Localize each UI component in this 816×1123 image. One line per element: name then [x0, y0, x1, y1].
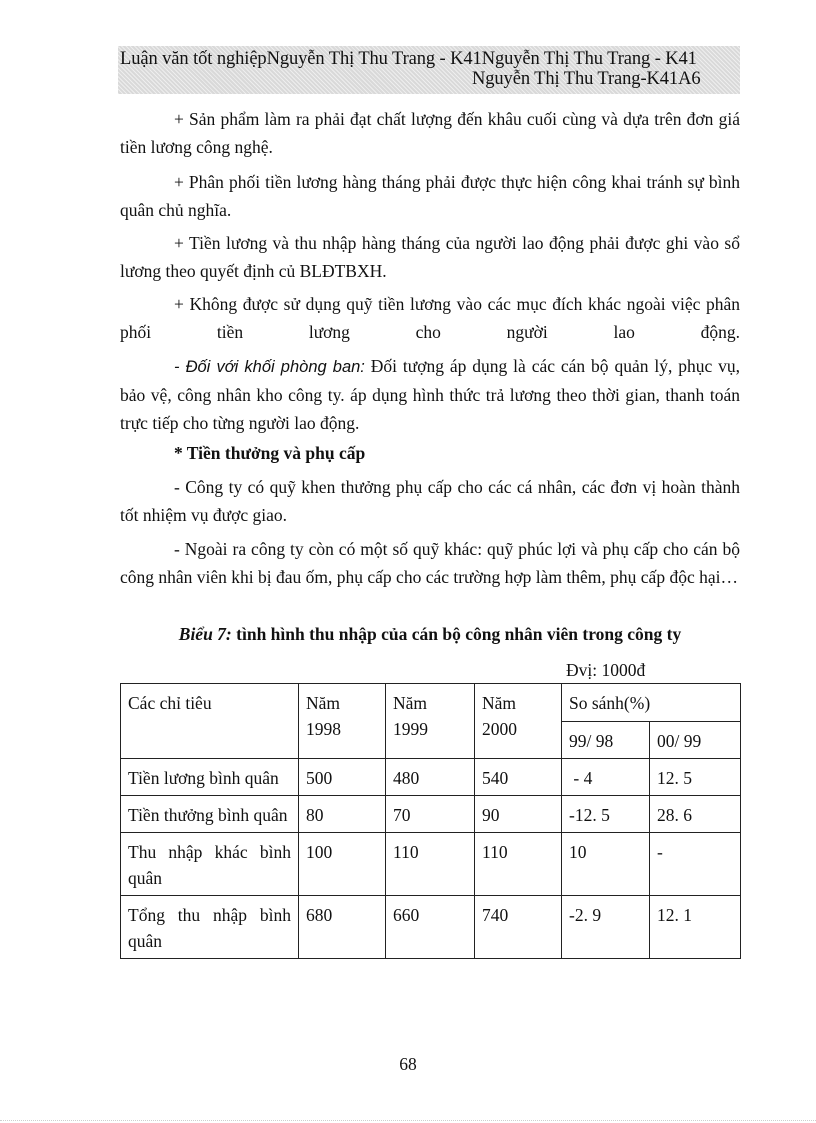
cell-1999: 110 — [386, 833, 475, 896]
row-label: Tiền thưởng bình quân — [121, 796, 299, 833]
header-cell-compare-0099: 00/ 99 — [650, 721, 741, 759]
paragraph-fund-usage: + Không được sử dụng quỹ tiền lương vào các mục đích khác ngoài việc phân phối tiền lương cho người lao động. — [120, 294, 740, 342]
cell-compare-0099: - — [650, 833, 741, 896]
page-number: 68 — [399, 1054, 417, 1074]
row-label: Tiền lương bình quân — [121, 759, 299, 796]
cell-1998: 80 — [299, 796, 386, 833]
paragraph-bonus-fund: - Công ty có quỹ khen thưởng phụ cấp cho các cá nhân, các đơn vị hoàn thành tốt nhiệm vụ được giao. — [120, 477, 740, 525]
paragraph-office-staff: - Đối với khối phòng ban: Đối tượng áp dụng là các cán bộ quản lý, phục vụ, bảo vệ, công nhân kho công ty. áp dụng hình thức trả lương theo thời gian, thanh toán trực tiếp cho từng người lao động. — [120, 356, 740, 433]
cell-compare-0099: 12. 1 — [650, 896, 741, 959]
cell-1998: 100 — [299, 833, 386, 896]
income-table — [120, 683, 741, 959]
paragraph-monthly-distribution: + Phân phối tiền lương hàng tháng phải được thực hiện công khai tránh sự bình quân chủ nghĩa. — [120, 172, 740, 220]
cell-2000: 90 — [475, 796, 562, 833]
office-staff-lead: - Đối với khối phòng ban: — [174, 358, 365, 376]
cell-2000: 540 — [475, 759, 562, 796]
cell-1999: 660 — [386, 896, 475, 959]
cell-compare-9998: - 4 — [562, 759, 650, 796]
cell-compare-0099: 28. 6 — [650, 796, 741, 833]
paragraph-salary-book: + Tiền lương và thu nhập hàng tháng của người lao động phải được ghi vào sổ lương theo quyết định củ BLĐTBXH. — [120, 233, 740, 281]
table-row — [121, 796, 741, 833]
section-heading-bonus: * Tiền thưởng và phụ cấp — [174, 443, 366, 463]
header-cell-year: Năm 2000 — [475, 684, 562, 759]
cell-compare-9998: -12. 5 — [562, 796, 650, 833]
table-caption: Biểu 7: tình hình thu nhập của cán bộ công nhân viên trong công ty — [178, 624, 682, 644]
header-cell-year: Năm 1999 — [386, 684, 475, 759]
cell-1999: 70 — [386, 796, 475, 833]
table-row — [121, 833, 741, 896]
table-caption-lead: Biểu 7: — [178, 624, 232, 644]
cell-compare-0099: 12. 5 — [650, 759, 741, 796]
header-cell-year: Năm 1998 — [299, 684, 386, 759]
cell-1998: 500 — [299, 759, 386, 796]
header-cell-compare: So sánh(%) — [562, 684, 741, 722]
cell-2000: 740 — [475, 896, 562, 959]
paragraph-other-funds: - Ngoài ra công ty còn có một số quỹ khác: quỹ phúc lợi và phụ cấp cho cán bộ công nhân viên khi bị đau ốm, phụ cấp cho các trường hợp làm thêm, phụ cấp độc hại… — [120, 539, 740, 587]
row-label: Tổng thu nhập bình quân — [121, 896, 299, 959]
cell-compare-9998: -2. 9 — [562, 896, 650, 959]
table-row — [121, 896, 741, 959]
table-row — [121, 759, 741, 796]
row-label: Thu nhập khác bình quân — [121, 833, 299, 896]
header-cell-compare-9998: 99/ 98 — [562, 721, 650, 759]
header-cell-indicators: Các chỉ tiêu — [121, 684, 299, 759]
cell-1998: 680 — [299, 896, 386, 959]
cell-2000: 110 — [475, 833, 562, 896]
paragraph-product-quality: + Sản phẩm làm ra phải đạt chất lượng đến khâu cuối cùng và dựa trên đơn giá tiền lương công nghệ. — [120, 109, 740, 157]
running-header-line-2: Nguyễn Thị Thu Trang-K41A6 — [472, 69, 701, 89]
cell-compare-9998: 10 — [562, 833, 650, 896]
unit-label: Đvị: 1000đ — [566, 660, 646, 680]
page-bottom-rule — [0, 1120, 816, 1121]
table-header-row — [121, 684, 741, 722]
cell-1999: 480 — [386, 759, 475, 796]
running-header-line-1: Luận văn tốt nghiệpNguyễn Thị Thu Trang - K41Nguyễn Thị Thu Trang - K41 — [120, 49, 697, 69]
